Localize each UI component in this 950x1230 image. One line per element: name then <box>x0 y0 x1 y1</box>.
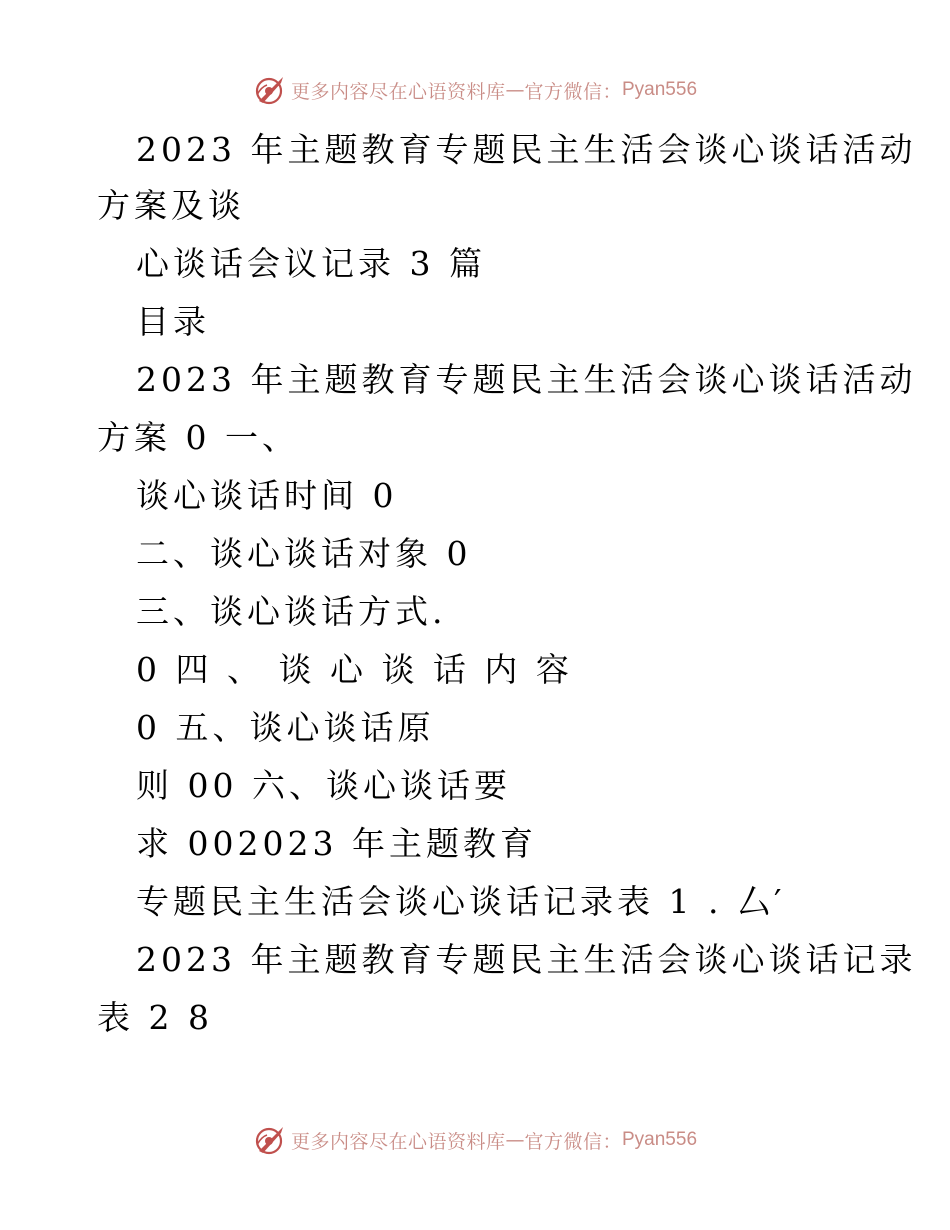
bottom-watermark-banner <box>0 1120 950 1160</box>
toc-line-5: 三、谈心谈话方式. <box>136 592 447 631</box>
toc-line-8: 则 00 六、谈心谈话要 <box>136 766 511 805</box>
toc-line-2: 方案 0 一、 <box>97 418 299 457</box>
watermark-contact: 官方微信： <box>524 80 622 103</box>
doc-title-line-2: 方案及谈 <box>97 186 245 225</box>
toc-line-7: 0 五、谈心谈话原 <box>136 708 435 747</box>
watermark-separator: — <box>505 79 525 101</box>
doc-title-line-1: 2023 年主题教育专题民主生活会谈心谈话活动 <box>136 130 917 169</box>
toc-line-12: 表 2 8 <box>97 998 213 1037</box>
toc-line-6: 0 四 、 谈 心 谈 话 内 容 <box>136 650 573 689</box>
toc-line-1: 2023 年主题教育专题民主生活会谈心谈话活动 <box>136 360 917 399</box>
top-watermark-banner <box>0 70 950 110</box>
watermark-contact: 官方微信： <box>524 1130 622 1153</box>
pen-logo-icon <box>253 1123 287 1157</box>
toc-line-10: 专题民主生活会谈心谈话记录表 1 . 厶′ <box>136 882 786 921</box>
doc-title-line-3: 心谈话会议记录 3 篇 <box>136 244 486 283</box>
watermark-id: Pyan556 <box>622 79 698 100</box>
toc-line-11: 2023 年主题教育专题民主生活会谈心谈话记录 <box>136 940 917 979</box>
toc-heading: 目录 <box>136 302 210 341</box>
toc-line-4: 二、谈心谈话对象 0 <box>136 534 472 573</box>
watermark-id: Pyan556 <box>622 1129 698 1150</box>
pen-logo-icon <box>253 73 287 107</box>
toc-line-3: 谈心谈话时间 0 <box>136 476 398 515</box>
watermark-text: 更多内容尽在心语资料库 <box>290 80 506 103</box>
toc-line-9: 求 002023 年主题教育 <box>136 824 537 863</box>
watermark-text: 更多内容尽在心语资料库 <box>290 1130 506 1153</box>
watermark-separator: — <box>505 1129 525 1151</box>
